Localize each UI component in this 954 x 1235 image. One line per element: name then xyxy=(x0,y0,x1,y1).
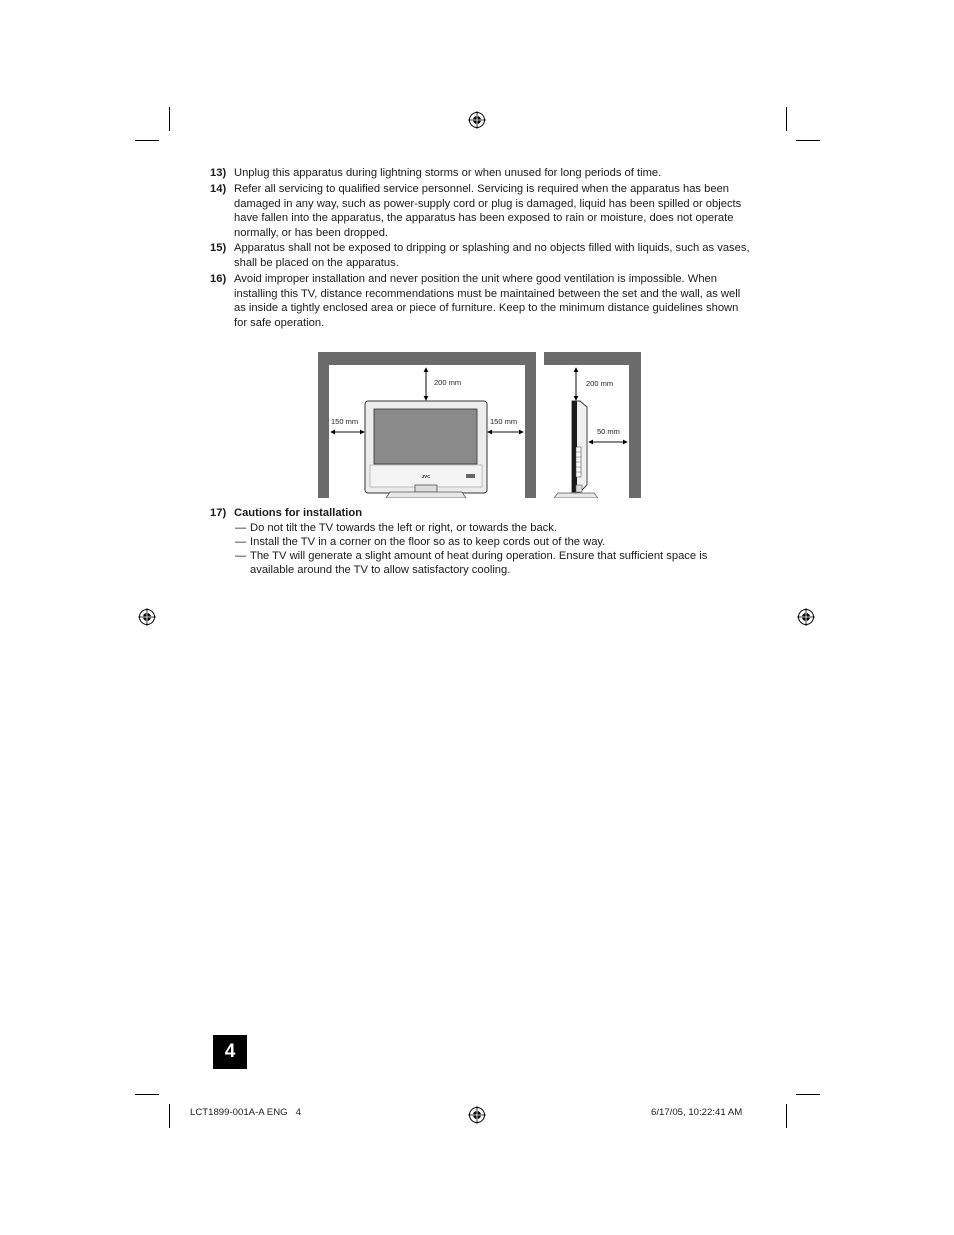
front-top-clearance: 200 mm xyxy=(434,378,462,387)
item-number: 16) xyxy=(210,273,227,285)
crop-mark xyxy=(796,140,820,141)
registration-mark-icon xyxy=(797,608,815,626)
registration-mark-icon xyxy=(468,1106,486,1124)
caution-item xyxy=(235,549,745,577)
item-number: 14) xyxy=(210,183,227,195)
item-text: Apparatus shall not be exposed to dripping or splashing and no objects filled with liquids, such as vases, shall be placed on the apparatus. xyxy=(234,242,750,269)
crop-mark xyxy=(786,1104,787,1128)
side-back-clearance: 50 mm xyxy=(597,427,620,436)
safety-item-16 xyxy=(210,272,750,330)
safety-item-14 xyxy=(210,182,750,240)
crop-mark xyxy=(135,140,159,141)
crop-mark xyxy=(169,107,170,131)
cautions-heading xyxy=(210,507,362,519)
front-left-clearance: 150 mm xyxy=(331,417,359,426)
safety-item-15 xyxy=(210,241,750,270)
crop-mark xyxy=(796,1094,820,1095)
caution-item xyxy=(235,535,745,549)
registration-mark-icon xyxy=(468,111,486,129)
footer-document-code: LCT1899-001A-A ENG 4 xyxy=(190,1107,301,1118)
caution-text: The TV will generate a slight amount of heat during operation. Ensure that sufficient space is available around the TV to allow satisfactory cooling. xyxy=(250,550,708,577)
side-top-clearance: 200 mm xyxy=(586,379,614,388)
item-number: 13) xyxy=(210,167,227,179)
item-text: Avoid improper installation and never position the unit where good ventilation is impossible. When installing this TV, distance recommendations must be maintained between the set and the wall, as well as inside a tightly enclosed area or piece of furniture. Keep to the minimum distance guidelines shown for safe operation. xyxy=(234,273,741,329)
caution-text: Do not tilt the TV towards the left or right, or towards the back. xyxy=(250,522,557,534)
item-text: Refer all servicing to qualified service personnel. Servicing is required when the apparatus has been damaged in any way, such as power-supply cord or plug is damaged, liquid has been spilled or objects have fallen into the apparatus, the apparatus has been exposed to rain or moisture, does not operate normally, or has been dropped. xyxy=(234,183,742,239)
item-number: 15) xyxy=(210,242,227,254)
crop-mark xyxy=(169,1104,170,1128)
item-text: Unplug this apparatus during lightning storms or when unused for long periods of time. xyxy=(234,167,662,179)
cautions-title: Cautions for installation xyxy=(234,507,363,519)
dash: — xyxy=(235,522,247,534)
registration-mark-icon xyxy=(138,608,156,626)
safety-item-13 xyxy=(210,166,750,181)
crop-mark xyxy=(786,107,787,131)
caution-item xyxy=(235,521,745,535)
dash: — xyxy=(235,536,247,548)
caution-text: Install the TV in a corner on the floor so as to keep cords out of the way. xyxy=(250,536,606,548)
cautions-number: 17) xyxy=(210,507,227,519)
front-right-clearance: 150 mm xyxy=(490,417,518,426)
installation-clearance-diagram xyxy=(318,352,641,498)
side-view xyxy=(544,352,641,498)
dash: — xyxy=(235,550,247,562)
page-number: 4 xyxy=(213,1035,247,1069)
crop-mark xyxy=(135,1094,159,1095)
brand-logo: JVC xyxy=(421,474,431,479)
footer-timestamp: 6/17/05, 10:22:41 AM xyxy=(651,1107,743,1118)
front-view xyxy=(318,352,536,498)
